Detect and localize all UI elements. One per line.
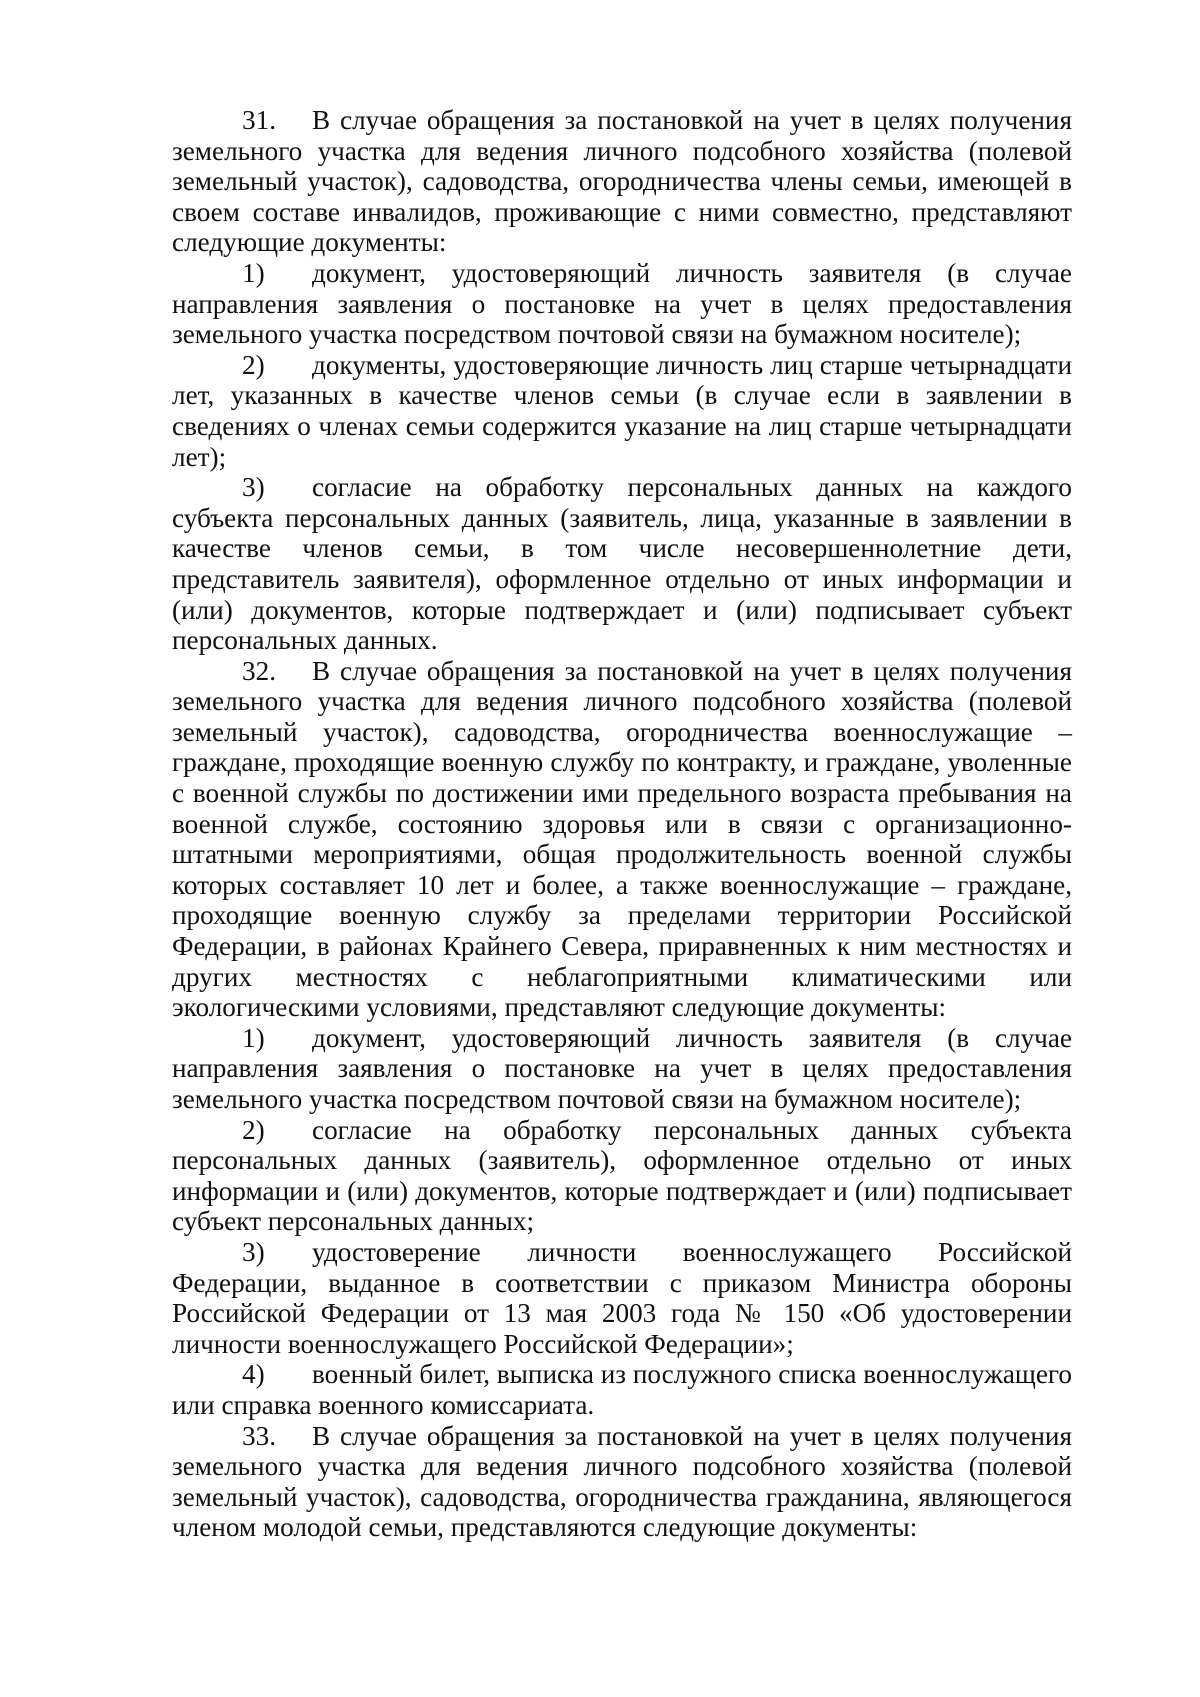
clause-31-item-3	[172, 472, 1072, 656]
item-number: 1)	[242, 257, 265, 288]
clause-31-item-2	[172, 350, 1072, 472]
item-number: 2)	[242, 349, 265, 380]
clause-32-item-4	[172, 1359, 1072, 1420]
clause-33	[172, 1421, 1072, 1543]
item-number: 3)	[242, 472, 265, 503]
item-text: документы, удостоверяющие личность лиц старше четырнадцати лет, указанных в качестве членов семьи (в случае если в заявлении в сведениях о членах семьи содержится указание на лиц старше четырнадцати лет);	[172, 349, 1072, 472]
item-text: согласие на обработку персональных данных на каждого субъекта персональных данных (заявитель, лица, указанные в заявлении в качестве членов семьи, в том числе несовершеннолетние дети, представитель заявителя), оформленное отдельно от иных информации и (или) документов, которые подтверждает и (или) подписывает субъект персональных данных.	[172, 472, 1072, 656]
item-text: документ, удостоверяющий личность заявителя (в случае направления заявления о постановке на учет в целях предоставления земельного участка посредством почтовой связи на бумажном носителе);	[172, 1022, 1072, 1114]
item-text: военный билет, выписка из послужного списка военнослужащего или справка военного комиссариата.	[172, 1359, 1073, 1420]
clause-text: В случае обращения за постановкой на учет в целях получения земельного участка для ведения личного подсобного хозяйства (полевой земельный участок), садоводства, огородничества гражданина, являющегося членом молодой семьи, представляются следующие документы:	[172, 1420, 1072, 1543]
clause-number: 32.	[242, 655, 276, 686]
item-text: удостоверение личности военнослужащего Российской Федерации, выданное в соответствии с приказом Министра обороны Российской Федерации от 13 мая 2003 года № 150 «Об удостоверении личности военнослужащего Российской Федерации»;	[172, 1236, 1072, 1359]
clause-text: В случае обращения за постановкой на учет в целях получения земельного участка для ведения личного подсобного хозяйства (полевой земельный участок), садоводства, огородничества военнослужащие – граждане, проходящие военную службу по контракту, и граждане, уволенные с военной службы по достижении ими предельного возраста пребывания на военной службе, состоянию здоровья или в связи с организационно-штатными мероприятиями, общая продолжительность военной службы которых составляет 10 лет и более, а также военнослужащие – граждане, проходящие военную службу за пределами территории Российской Федерации, в районах Крайнего Севера, приравненных к ним местностях и других местностях с неблагоприятными климатическими или экологическими условиями, представляют следующие документы:	[172, 655, 1072, 1023]
item-number: 4)	[242, 1359, 265, 1390]
item-text: согласие на обработку персональных данных субъекта персональных данных (заявитель), оформленное отдельно от иных информации и (или) документов, которые подтверждает и (или) подписывает субъект персональных данных;	[172, 1114, 1072, 1237]
clause-32-item-1	[172, 1023, 1072, 1115]
item-number: 3)	[242, 1236, 265, 1267]
clause-32-item-2	[172, 1115, 1072, 1237]
clause-number: 31.	[242, 105, 276, 135]
clause-32	[172, 656, 1072, 1023]
clause-31	[172, 105, 1072, 258]
clause-text: В случае обращения за постановкой на учет в целях получения земельного участка для ведения личного подсобного хозяйства (полевой земельный участок), садоводства, огородничества члены семьи, имеющей в своем составе инвалидов, проживающие с ними совместно, представляют следующие документы:	[172, 105, 1072, 258]
item-text: документ, удостоверяющий личность заявителя (в случае направления заявления о постановке на учет в целях предоставления земельного участка посредством почтовой связи на бумажном носителе);	[172, 257, 1072, 350]
item-number: 1)	[242, 1022, 265, 1053]
item-number: 2)	[242, 1114, 265, 1145]
clause-32-item-3	[172, 1237, 1072, 1359]
clause-number: 33.	[242, 1420, 276, 1451]
clause-31-item-1	[172, 258, 1072, 350]
